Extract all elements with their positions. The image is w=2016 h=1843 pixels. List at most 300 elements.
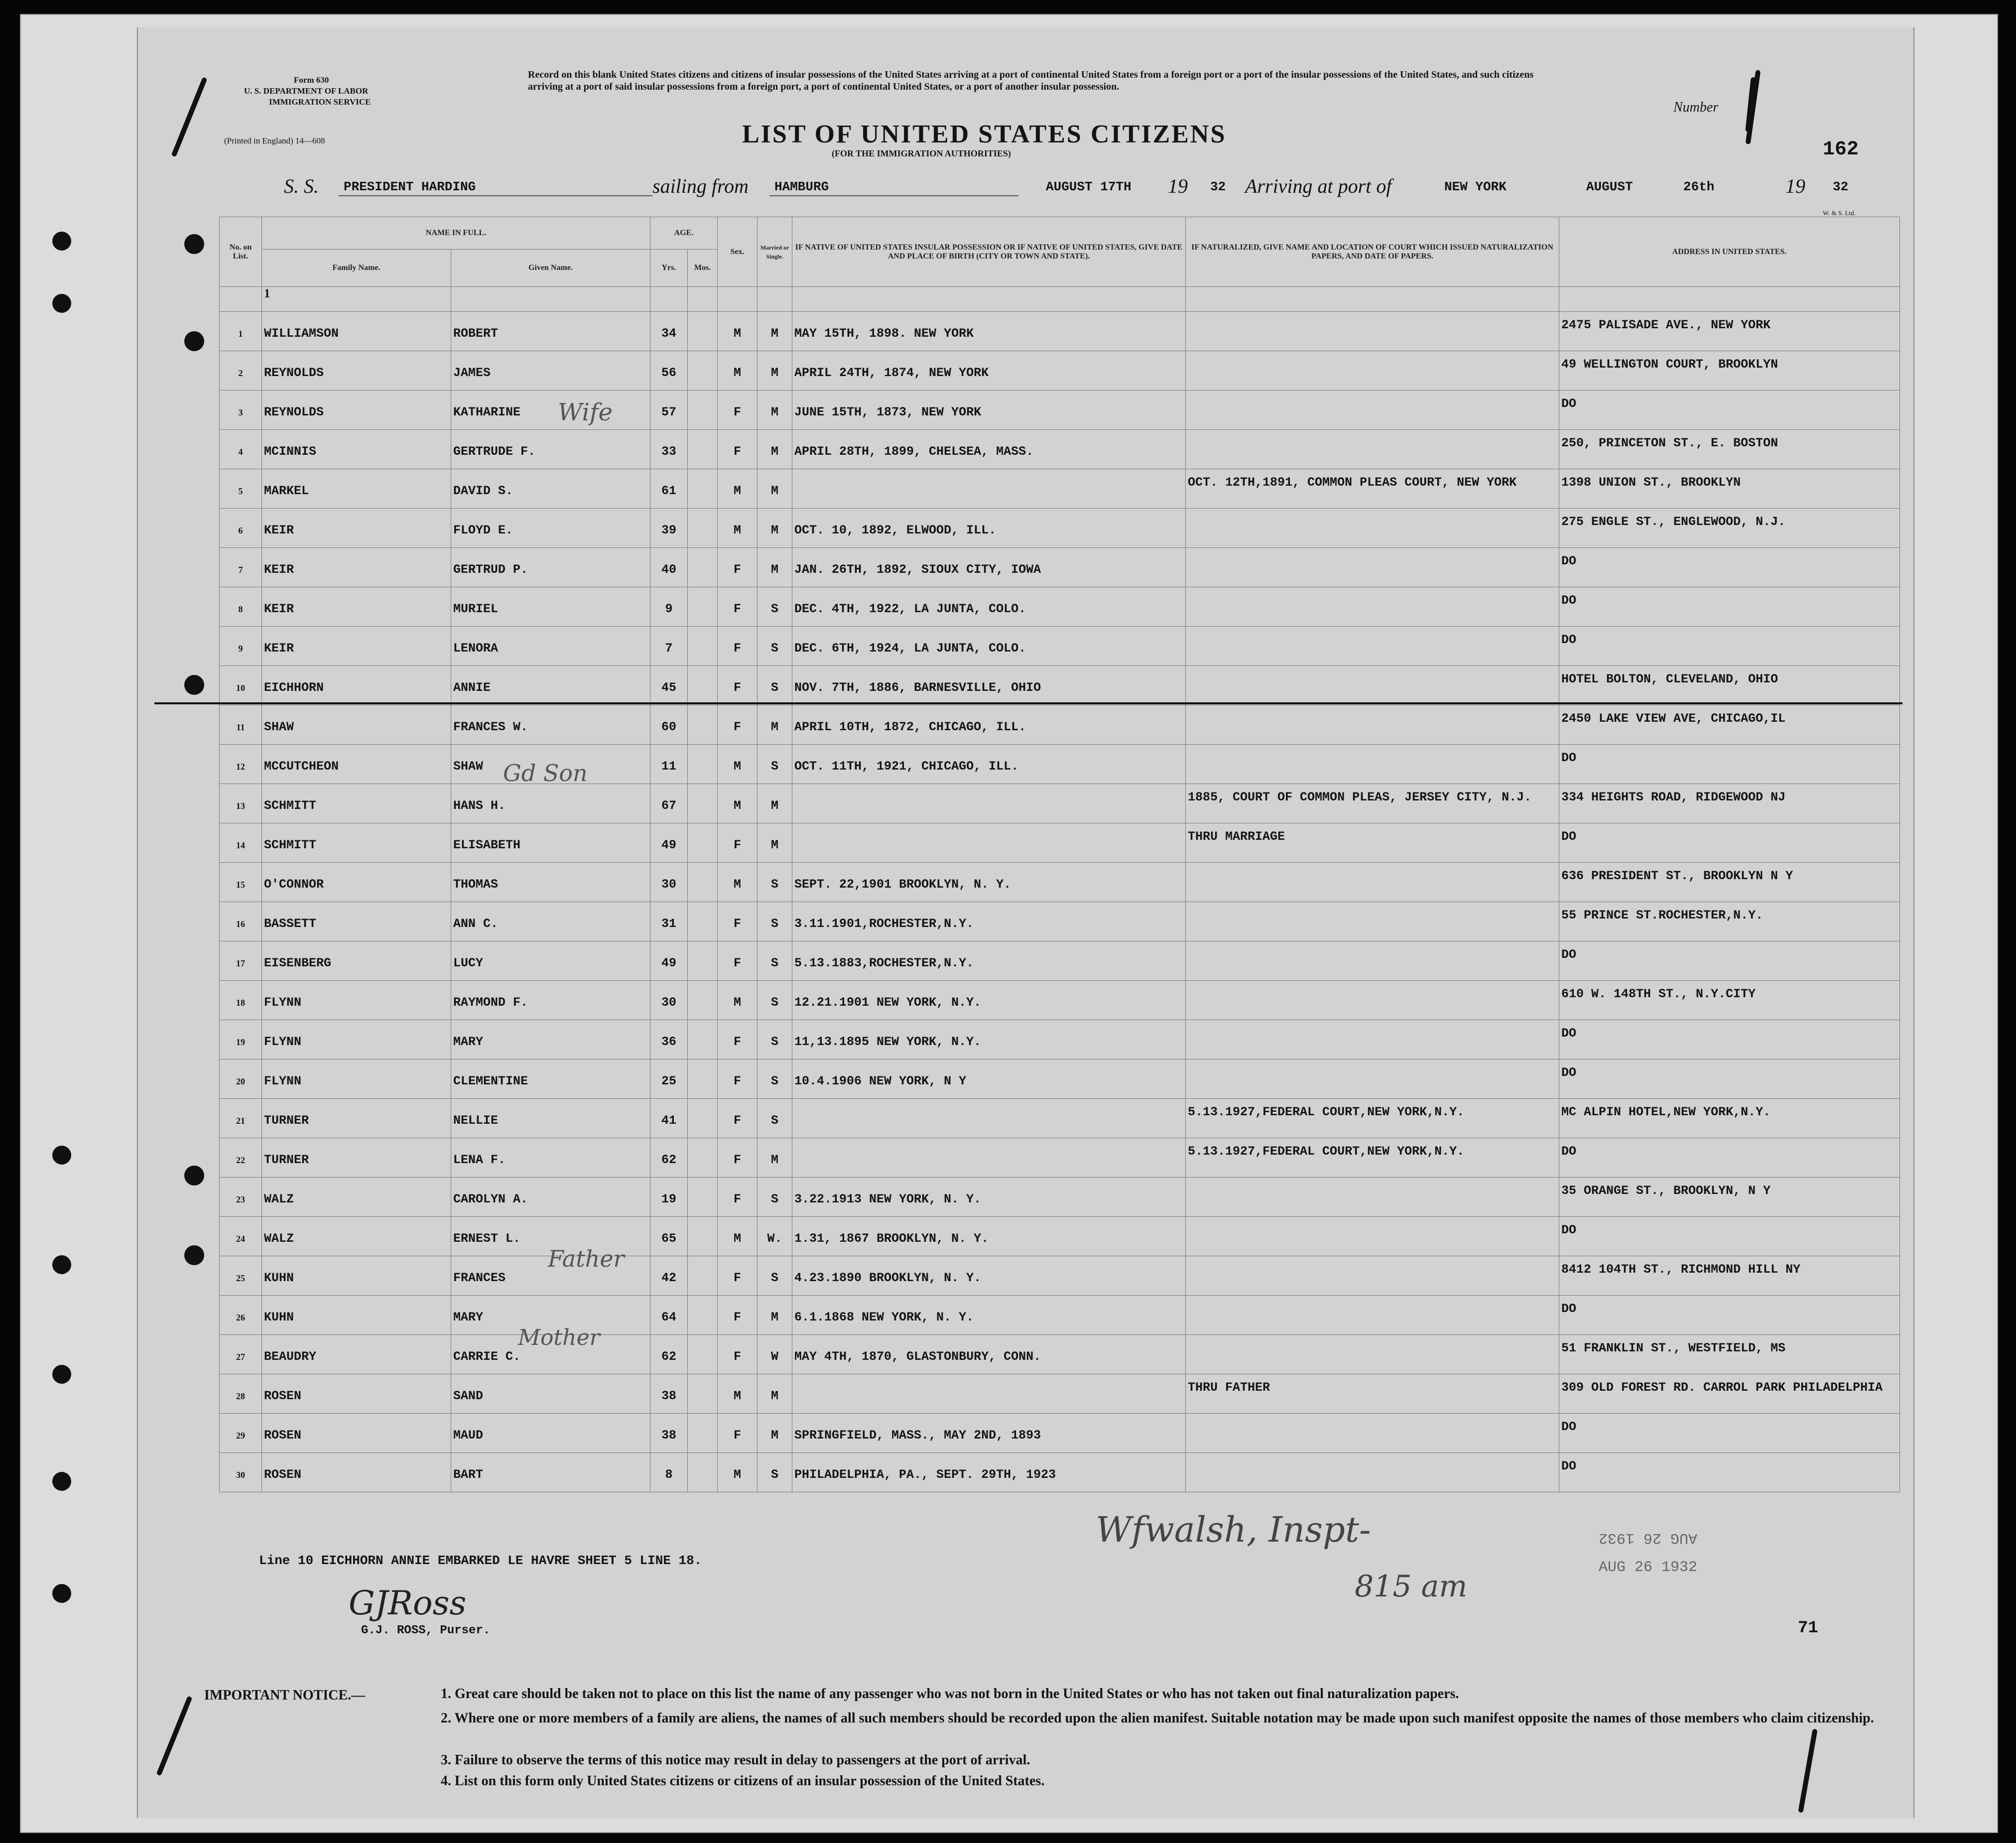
sailing-label: sailing from (652, 175, 749, 197)
naturalization-info (1186, 705, 1559, 745)
table-row (220, 745, 1900, 784)
birth-info: APRIL 24TH, 1874, NEW YORK (792, 351, 1186, 391)
department: U. S. DEPARTMENT OF LABOR (244, 86, 369, 96)
given-name: ELISABETH (451, 823, 650, 863)
age-years: 61 (650, 469, 688, 509)
address: 8412 104TH ST., RICHMOND HILL NY (1559, 1256, 1900, 1296)
row-number: 22 (220, 1138, 262, 1178)
age-years: 38 (650, 1414, 688, 1453)
naturalization-info (1186, 941, 1559, 981)
birth-info: APRIL 28TH, 1899, CHELSEA, MASS. (792, 430, 1186, 469)
address: DO (1559, 1138, 1900, 1178)
col-sex: Sex. (718, 217, 757, 287)
printer-mark: W. & S. Ltd. (1823, 209, 1856, 217)
sex: F (718, 902, 757, 941)
age-years: 42 (650, 1256, 688, 1296)
naturalization-info (1186, 587, 1559, 627)
binder-hole (52, 1584, 71, 1603)
birth-info: 12.21.1901 NEW YORK, N.Y. (792, 981, 1186, 1020)
family-name: TURNER (262, 1138, 451, 1178)
given-name: ANNIE (451, 666, 650, 705)
blank-cell (1559, 287, 1900, 312)
sex: F (718, 1059, 757, 1099)
row-number: 18 (220, 981, 262, 1020)
service: IMMIGRATION SERVICE (269, 97, 371, 107)
punch-dot (184, 675, 204, 695)
birth-info (792, 823, 1186, 863)
given-name: SHAW (451, 745, 650, 784)
age-years: 9 (650, 587, 688, 627)
birth-info: 6.1.1868 NEW YORK, N. Y. (792, 1296, 1186, 1335)
family-name: KEIR (262, 587, 451, 627)
birth-info (792, 784, 1186, 823)
age-months (688, 587, 718, 627)
sex: F (718, 1335, 757, 1374)
row-number: 12 (220, 745, 262, 784)
table-row (220, 941, 1900, 981)
address: 49 WELLINGTON COURT, BROOKLYN (1559, 351, 1900, 391)
binder-hole (52, 1472, 71, 1491)
table-row (220, 391, 1900, 430)
birth-info: OCT. 10, 1892, ELWOOD, ILL. (792, 509, 1186, 548)
family-name: O'CONNOR (262, 863, 451, 902)
naturalization-info (1186, 981, 1559, 1020)
birth-info: 3.11.1901,ROCHESTER,N.Y. (792, 902, 1186, 941)
sailing-from: HAMBURG (774, 179, 829, 194)
family-name: REYNOLDS (262, 351, 451, 391)
age-years: 34 (650, 312, 688, 351)
sex: F (718, 1138, 757, 1178)
birth-info: OCT. 11TH, 1921, CHICAGO, ILL. (792, 745, 1186, 784)
family-name: WALZ (262, 1178, 451, 1217)
marital-status: W. (757, 1217, 792, 1256)
marital-status: S (757, 587, 792, 627)
age-months (688, 666, 718, 705)
table-row (220, 1059, 1900, 1099)
age-months (688, 391, 718, 430)
table-row (220, 784, 1900, 823)
age-months (688, 469, 718, 509)
sex: F (718, 587, 757, 627)
address: DO (1559, 823, 1900, 863)
given-name: GERTRUDE F. (451, 430, 650, 469)
col-naturalized: IF NATURALIZED, GIVE NAME AND LOCATION OF COURT WHICH ISSUED NATURALIZATION PAPERS, AND DATE OF PAPERS. (1186, 217, 1559, 287)
address: DO (1559, 941, 1900, 981)
sex: F (718, 1099, 757, 1138)
row-number: 24 (220, 1217, 262, 1256)
naturalization-info (1186, 1296, 1559, 1335)
given-name: LUCY (451, 941, 650, 981)
page-title: LIST OF UNITED STATES CITIZENS (742, 120, 1227, 148)
family-name: SCHMITT (262, 784, 451, 823)
birth-info (792, 1374, 1186, 1414)
row-number: 20 (220, 1059, 262, 1099)
blank-cell (792, 287, 1186, 312)
age-years: 65 (650, 1217, 688, 1256)
blank-cell (757, 287, 792, 312)
birth-info (792, 469, 1186, 509)
given-name: CARRIE C. (451, 1335, 650, 1374)
naturalization-info (1186, 1335, 1559, 1374)
birth-info (792, 1099, 1186, 1138)
address: DO (1559, 1059, 1900, 1099)
arriving-label: Arriving at port of (1245, 175, 1392, 197)
row-number: 4 (220, 430, 262, 469)
age-months (688, 312, 718, 351)
col-yrs: Yrs. (650, 250, 688, 287)
marital-status: M (757, 391, 792, 430)
address: DO (1559, 391, 1900, 430)
sex: M (718, 1374, 757, 1414)
age-months (688, 351, 718, 391)
given-name: ROBERT (451, 312, 650, 351)
arrival-port: NEW YORK (1444, 179, 1507, 194)
given-name: LENORA (451, 627, 650, 666)
table-row (220, 902, 1900, 941)
address: 1398 UNION ST., BROOKLYN (1559, 469, 1900, 509)
birth-info: 4.23.1890 BROOKLYN, N. Y. (792, 1256, 1186, 1296)
address: 2450 LAKE VIEW AVE, CHICAGO,IL (1559, 705, 1900, 745)
given-name: DAVID S. (451, 469, 650, 509)
row-number: 10 (220, 666, 262, 705)
notice-item-4: 4. List on this form only United States citizens or citizens of an insular possession of the United States. (441, 1773, 1045, 1789)
row-number: 13 (220, 784, 262, 823)
page-subtitle: (FOR THE IMMIGRATION AUTHORITIES) (832, 148, 1011, 158)
birth-info: 5.13.1883,ROCHESTER,N.Y. (792, 941, 1186, 981)
age-months (688, 1453, 718, 1492)
age-months (688, 902, 718, 941)
received-stamp-inverted: AUG 26 1932 (1599, 1529, 1698, 1546)
age-years: 39 (650, 509, 688, 548)
table-row (220, 666, 1900, 705)
page-mark: 71 (1798, 1619, 1818, 1638)
marital-status: S (757, 1178, 792, 1217)
row-number: 11 (220, 705, 262, 745)
punch-dot (184, 234, 204, 254)
marital-status: M (757, 509, 792, 548)
row-number: 16 (220, 902, 262, 941)
col-birth: IF NATIVE OF UNITED STATES INSULAR POSSESSION OR IF NATIVE OF UNITED STATES, GIVE DATE AND PLACE OF BIRTH (CITY OR TOWN AND STATE). (792, 217, 1186, 287)
page-number: 162 (1823, 138, 1859, 161)
given-name: MURIEL (451, 587, 650, 627)
row-number: 30 (220, 1453, 262, 1492)
age-months (688, 981, 718, 1020)
age-years: 30 (650, 981, 688, 1020)
punch-dot (184, 1245, 204, 1265)
footer-note: Line 10 EICHHORN ANNIE EMBARKED LE HAVRE SHEET 5 LINE 18. (259, 1553, 702, 1568)
birth-info: 11,13.1895 NEW YORK, N.Y. (792, 1020, 1186, 1059)
naturalization-info: OCT. 12TH,1891, COMMON PLEAS COURT, NEW YORK (1186, 469, 1559, 509)
sex: F (718, 627, 757, 666)
naturalization-info (1186, 1256, 1559, 1296)
naturalization-info: THRU FATHER (1186, 1374, 1559, 1414)
age-years: 62 (650, 1335, 688, 1374)
sex: F (718, 1256, 757, 1296)
blank-cell (220, 287, 262, 312)
sail-date: AUGUST 17TH (1046, 179, 1132, 194)
address: DO (1559, 1217, 1900, 1256)
address: 250, PRINCETON ST., E. BOSTON (1559, 430, 1900, 469)
sex: F (718, 430, 757, 469)
birth-info: 3.22.1913 NEW YORK, N. Y. (792, 1178, 1186, 1217)
age-months (688, 1178, 718, 1217)
family-name: SHAW (262, 705, 451, 745)
sex: F (718, 1414, 757, 1453)
given-name: FRANCES (451, 1256, 650, 1296)
table-row (220, 1374, 1900, 1414)
row-number: 7 (220, 548, 262, 587)
naturalization-info (1186, 1059, 1559, 1099)
marital-status: S (757, 627, 792, 666)
sex: F (718, 1296, 757, 1335)
table-row (220, 981, 1900, 1020)
sex: M (718, 863, 757, 902)
col-no: No. on List. (220, 217, 262, 287)
given-name: JAMES (451, 351, 650, 391)
table-row (220, 1178, 1900, 1217)
address: HOTEL BOLTON, CLEVELAND, OHIO (1559, 666, 1900, 705)
col-family-name: Family Name. (262, 250, 451, 287)
row-number: 17 (220, 941, 262, 981)
table-row (220, 351, 1900, 391)
address: MC ALPIN HOTEL,NEW YORK,N.Y. (1559, 1099, 1900, 1138)
family-name: FLYNN (262, 981, 451, 1020)
age-months (688, 863, 718, 902)
given-name: FLOYD E. (451, 509, 650, 548)
received-stamp: AUG 26 1932 (1599, 1559, 1698, 1576)
age-months (688, 745, 718, 784)
table-row (220, 1335, 1900, 1374)
table-row (220, 509, 1900, 548)
row-number: 26 (220, 1296, 262, 1335)
birth-info: JUNE 15TH, 1873, NEW YORK (792, 391, 1186, 430)
address: 275 ENGLE ST., ENGLEWOOD, N.J. (1559, 509, 1900, 548)
table-row (220, 1099, 1900, 1138)
family-name: ROSEN (262, 1414, 451, 1453)
table-row (220, 705, 1900, 745)
age-years: 11 (650, 745, 688, 784)
age-months (688, 509, 718, 548)
purser-name: G.J. ROSS, Purser. (361, 1624, 491, 1637)
arrival-day: 26th (1683, 179, 1715, 194)
blank-cell (1186, 287, 1559, 312)
address: 334 HEIGHTS ROAD, RIDGEWOOD NJ (1559, 784, 1900, 823)
sex: F (718, 666, 757, 705)
age-months (688, 1335, 718, 1374)
sex: M (718, 351, 757, 391)
form-number: Form 630 (294, 75, 329, 85)
col-age: AGE. (650, 217, 718, 250)
family-name: BASSETT (262, 902, 451, 941)
family-name: KUHN (262, 1296, 451, 1335)
col-given-name: Given Name. (451, 250, 650, 287)
naturalization-info (1186, 430, 1559, 469)
handwritten-mother: Mother (518, 1325, 600, 1350)
age-years: 64 (650, 1296, 688, 1335)
age-months (688, 1099, 718, 1138)
given-name: MAUD (451, 1414, 650, 1453)
naturalization-info (1186, 351, 1559, 391)
age-years: 41 (650, 1099, 688, 1138)
given-name: GERTRUD P. (451, 548, 650, 587)
birth-info: 1.31, 1867 BROOKLYN, N. Y. (792, 1217, 1186, 1256)
marital-status: S (757, 1256, 792, 1296)
birth-info: SEPT. 22,1901 BROOKLYN, N. Y. (792, 863, 1186, 902)
address: DO (1559, 1453, 1900, 1492)
given-name: NELLIE (451, 1099, 650, 1138)
marital-status: M (757, 1414, 792, 1453)
blank-cell (451, 287, 650, 312)
age-months (688, 548, 718, 587)
binder-hole (52, 1146, 71, 1165)
given-name: THOMAS (451, 863, 650, 902)
family-name: MARKEL (262, 469, 451, 509)
age-months (688, 784, 718, 823)
birth-info: SPRINGFIELD, MASS., MAY 2ND, 1893 (792, 1414, 1186, 1453)
address: DO (1559, 587, 1900, 627)
row-number: 2 (220, 351, 262, 391)
table-row (220, 863, 1900, 902)
family-name: KUHN (262, 1256, 451, 1296)
notice-item-1: 1. Great care should be taken not to place on this list the name of any passenger who was not born in the United States or who has not taken out final naturalization papers. (441, 1686, 1459, 1702)
age-years: 30 (650, 863, 688, 902)
marital-status: S (757, 1099, 792, 1138)
arrival-month: AUGUST (1586, 179, 1633, 194)
birth-info (792, 1138, 1186, 1178)
table-row (220, 1020, 1900, 1059)
sex: M (718, 745, 757, 784)
address: DO (1559, 1414, 1900, 1453)
age-years: 8 (650, 1453, 688, 1492)
address: DO (1559, 745, 1900, 784)
row-number: 15 (220, 863, 262, 902)
sex: M (718, 784, 757, 823)
row-number: 9 (220, 627, 262, 666)
given-name: CAROLYN A. (451, 1178, 650, 1217)
binder-hole (52, 1365, 71, 1384)
age-years: 31 (650, 902, 688, 941)
birth-info: APRIL 10TH, 1872, CHICAGO, ILL. (792, 705, 1186, 745)
age-years: 49 (650, 823, 688, 863)
table-row (220, 1453, 1900, 1492)
ss-label: S. S. (284, 175, 319, 197)
birth-info: DEC. 6TH, 1924, LA JUNTA, COLO. (792, 627, 1186, 666)
address: DO (1559, 548, 1900, 587)
year-prefix: 19 (1168, 175, 1188, 197)
row-number: 5 (220, 469, 262, 509)
marital-status: M (757, 1296, 792, 1335)
marital-status: M (757, 430, 792, 469)
handwritten-father: Father (548, 1245, 625, 1272)
given-name: ANN C. (451, 902, 650, 941)
given-name: RAYMOND F. (451, 981, 650, 1020)
sex: F (718, 823, 757, 863)
family-name: SCHMITT (262, 823, 451, 863)
naturalization-info (1186, 548, 1559, 587)
blank-cell (650, 287, 688, 312)
family-name: MCINNIS (262, 430, 451, 469)
family-name: ROSEN (262, 1453, 451, 1492)
age-months (688, 1256, 718, 1296)
col-mos: Mos. (688, 250, 718, 287)
binder-hole (52, 232, 71, 251)
important-notice (204, 1686, 438, 1705)
row-number: 3 (220, 391, 262, 430)
address: 55 PRINCE ST.ROCHESTER,N.Y. (1559, 902, 1900, 941)
table-row (220, 1138, 1900, 1178)
naturalization-info: 5.13.1927,FEDERAL COURT,NEW YORK,N.Y. (1186, 1138, 1559, 1178)
address: 2475 PALISADE AVE., NEW YORK (1559, 312, 1900, 351)
row-number: 19 (220, 1020, 262, 1059)
row-number: 29 (220, 1414, 262, 1453)
sex: M (718, 469, 757, 509)
birth-info: MAY 15TH, 1898. NEW YORK (792, 312, 1186, 351)
age-months (688, 1217, 718, 1256)
family-name: MCCUTCHEON (262, 745, 451, 784)
sail-year: 32 (1210, 179, 1226, 194)
binder-hole (52, 294, 71, 313)
handwritten-wife: Wife (558, 398, 613, 426)
table-row (220, 312, 1900, 351)
age-years: 60 (650, 705, 688, 745)
blank-cell (718, 287, 757, 312)
given-name: LENA F. (451, 1138, 650, 1178)
row-number: 25 (220, 1256, 262, 1296)
table-row (220, 627, 1900, 666)
marital-status: S (757, 745, 792, 784)
naturalization-info (1186, 391, 1559, 430)
naturalization-info (1186, 902, 1559, 941)
family-name: ROSEN (262, 1374, 451, 1414)
naturalization-info (1186, 509, 1559, 548)
naturalization-info (1186, 627, 1559, 666)
year-prefix-2: 19 (1785, 175, 1805, 197)
inspector-signature: Wfwalsh, Inspt- (1096, 1509, 1371, 1550)
age-years: 45 (650, 666, 688, 705)
naturalization-info (1186, 1453, 1559, 1492)
given-name: MARY (451, 1296, 650, 1335)
row-number: 6 (220, 509, 262, 548)
notice-item-3: 3. Failure to observe the terms of this notice may result in delay to passengers at the port of arrival. (441, 1752, 1030, 1768)
naturalization-info (1186, 745, 1559, 784)
family-name: WALZ (262, 1217, 451, 1256)
family-name: KEIR (262, 548, 451, 587)
given-name: FRANCES W. (451, 705, 650, 745)
table-row (220, 1414, 1900, 1453)
family-name: KEIR (262, 509, 451, 548)
time-annotation: 815 am (1355, 1569, 1468, 1604)
age-years: 19 (650, 1178, 688, 1217)
age-months (688, 430, 718, 469)
birth-info: DEC. 4TH, 1922, LA JUNTA, COLO. (792, 587, 1186, 627)
sex: F (718, 1178, 757, 1217)
strike-line-row-10 (154, 702, 1902, 704)
age-years: 49 (650, 941, 688, 981)
naturalization-info (1186, 312, 1559, 351)
naturalization-info (1186, 1020, 1559, 1059)
marital-status: M (757, 312, 792, 351)
marital-status: S (757, 1020, 792, 1059)
marital-status: M (757, 705, 792, 745)
marital-status: M (757, 823, 792, 863)
table-row (220, 1256, 1900, 1296)
row-number: 27 (220, 1335, 262, 1374)
given-name: KATHARINE (451, 391, 650, 430)
row-number: 28 (220, 1374, 262, 1414)
given-name: ERNEST L. (451, 1217, 650, 1256)
age-months (688, 1414, 718, 1453)
naturalization-info: THRU MARRIAGE (1186, 823, 1559, 863)
